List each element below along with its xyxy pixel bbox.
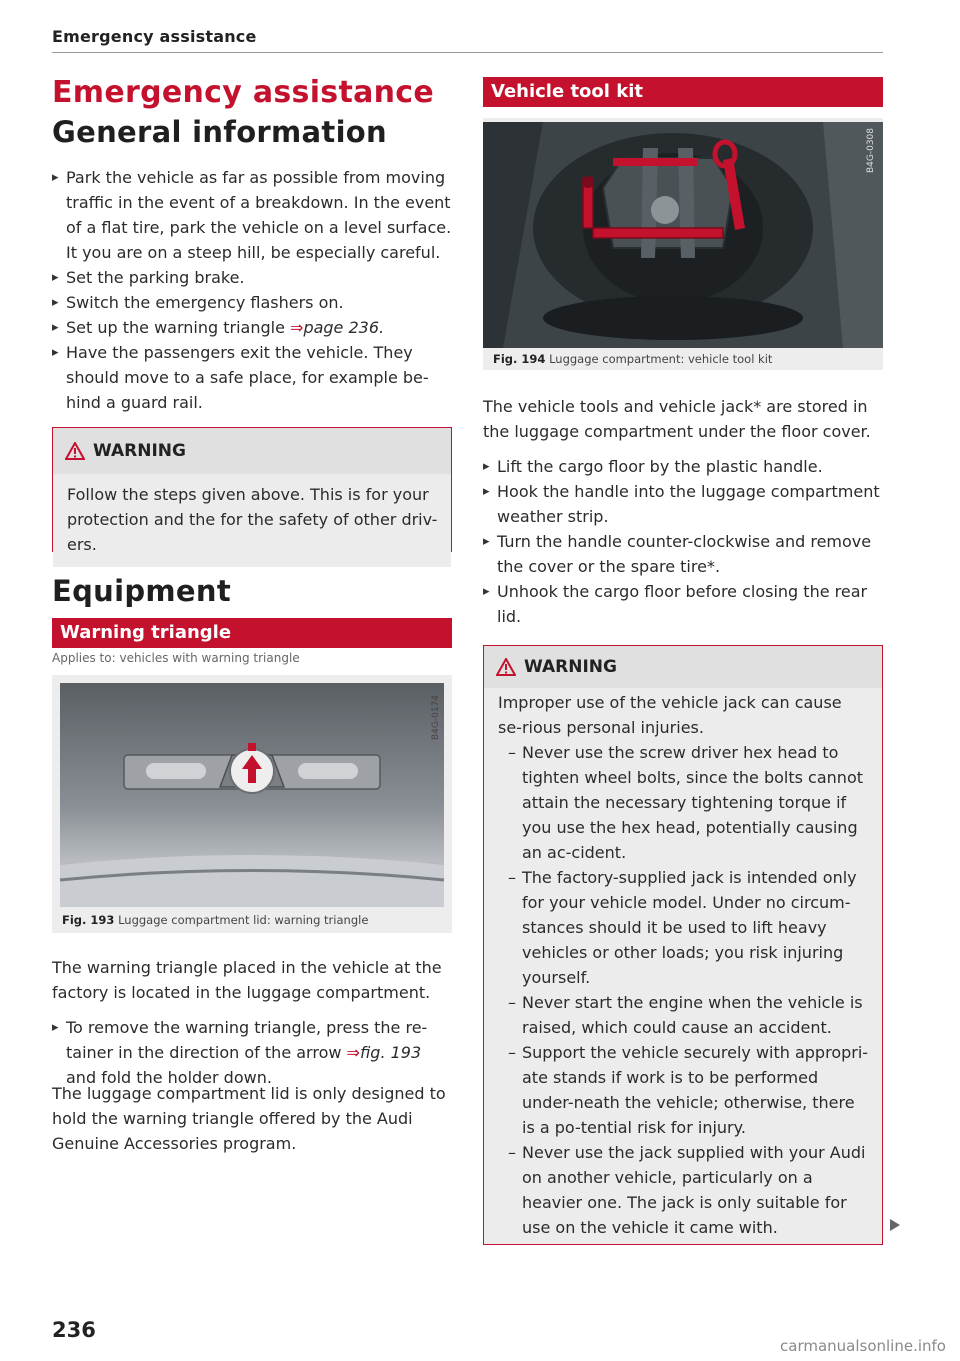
bullet-text: Set up the warning triangle <box>66 318 285 337</box>
warning-header <box>484 646 882 688</box>
warning-text: Follow the steps given above. This is for your protection and the for the safety of other driv-ers. <box>53 474 451 567</box>
figure-194 <box>483 118 883 370</box>
triangle-location-paragraph: The warning triangle placed in the vehicle at the factory is located in the luggage compartment. <box>52 958 442 1002</box>
warning-box <box>52 427 452 552</box>
figure-code: B4G-0308 <box>866 128 876 174</box>
figure-caption-text: Luggage compartment lid: warning triangle <box>118 913 369 927</box>
step-text: To remove the warning triangle, press the re-tainer in the direction of the arrow <box>66 1018 428 1062</box>
bullet-item: ▸ Hook the handle into the luggage compartment weather strip. <box>483 479 883 529</box>
figure-caption <box>493 352 772 366</box>
tool-kit-bullets <box>483 454 883 629</box>
warning-triangle-illustration <box>52 675 452 907</box>
warning-item: – Support the vehicle securely with appropri-ate stands if work is to be performed under-neath the vehicle; otherwise, there is a po-tential risk for injury. <box>498 1040 870 1140</box>
warning-header <box>53 428 451 474</box>
warning-item: – Never start the engine when the vehicle is raised, which could cause an accident. <box>498 990 870 1040</box>
tool-kit-illustration <box>483 118 883 348</box>
warning-intro: Improper use of the vehicle jack can cause se-rious personal injuries. <box>498 693 842 737</box>
bullet-item: ▸ Park the vehicle as far as possible from moving traffic in the event of a breakdown. In the event of a flat tire, park the vehicle on a level surface. It you are on a steep hill, be especially careful. <box>52 165 452 265</box>
bullet-item: ▸ Have the passengers exit the vehicle. They should move to a safe place, for example be-hind a guard rail. <box>52 340 452 415</box>
warning-body <box>484 688 882 1244</box>
warning-label: WARNING <box>524 657 617 677</box>
section-title-general: General information <box>52 115 387 149</box>
section-bar-warning-triangle: Warning triangle <box>52 618 452 648</box>
page-number: 236 <box>52 1318 96 1342</box>
general-bullets <box>52 165 452 415</box>
warning-item: – Never use the jack supplied with your Audi on another vehicle, particularly on a heavier one. The jack is only suitable for use on the vehicle it came with. <box>498 1140 870 1240</box>
figure-number: Fig. 194 <box>493 352 546 366</box>
running-header: Emergency assistance <box>52 27 257 46</box>
warning-item: – Never use the screw driver hex head to tighten wheel bolts, since the bolts cannot attain the necessary tightening torque if you use the hex head, potentially causing an ac-cident. <box>498 740 870 865</box>
applies-to: Applies to: vehicles with warning triangle <box>52 651 300 665</box>
section-bar-vehicle-tool-kit: Vehicle tool kit <box>483 77 883 107</box>
triangle-removal-step <box>52 1015 452 1090</box>
bullet-item: ▸ Switch the emergency flashers on. <box>52 290 452 315</box>
warning-icon <box>65 442 85 460</box>
bullet-item: ▸ Turn the handle counter-clockwise and remove the cover or the spare tire*. <box>483 529 883 579</box>
page-title: Emergency assistance <box>52 75 435 110</box>
bullet-item <box>52 1015 452 1090</box>
figure-code: B4G-0174 <box>431 695 441 741</box>
lid-design-paragraph: The luggage compartment lid is only designed to hold the warning triangle offered by the Audi Genuine Accessories program. <box>52 1084 446 1153</box>
bullet-item <box>52 315 452 340</box>
bullet-item: ▸ Set the parking brake. <box>52 265 452 290</box>
section-title-equipment: Equipment <box>52 574 232 608</box>
tool-kit-intro: The vehicle tools and vehicle jack* are stored in the luggage compartment under the floor cover. <box>483 397 871 441</box>
figure-xref-link[interactable]: fig. 193 <box>359 1043 422 1062</box>
watermark: carmanualsonline.info <box>780 1337 946 1355</box>
arrow-ref-icon: ⇒ <box>290 318 304 337</box>
figure-caption <box>62 913 368 927</box>
warning-box <box>483 645 883 1245</box>
figure-number: Fig. 193 <box>62 913 115 927</box>
bullet-item: ▸ Unhook the cargo floor before closing the rear lid. <box>483 579 883 629</box>
bullet-item: ▸ Lift the cargo floor by the plastic handle. <box>483 454 883 479</box>
warning-icon <box>496 658 516 676</box>
step-tail: and fold the holder down. <box>66 1068 272 1087</box>
page-xref-link[interactable]: page 236. <box>303 318 385 337</box>
header-rule <box>52 52 883 53</box>
warning-label: WARNING <box>93 441 186 461</box>
arrow-ref-icon: ⇒ <box>346 1043 360 1062</box>
figure-caption-text: Luggage compartment: vehicle tool kit <box>549 352 773 366</box>
figure-193 <box>52 675 452 933</box>
continue-arrow-icon <box>890 1219 900 1231</box>
warning-item: – The factory-supplied jack is intended only for your vehicle model. Under no circum-stances should it be used to lift heavy vehicles or other loads; you risk injuring yourself. <box>498 865 870 990</box>
